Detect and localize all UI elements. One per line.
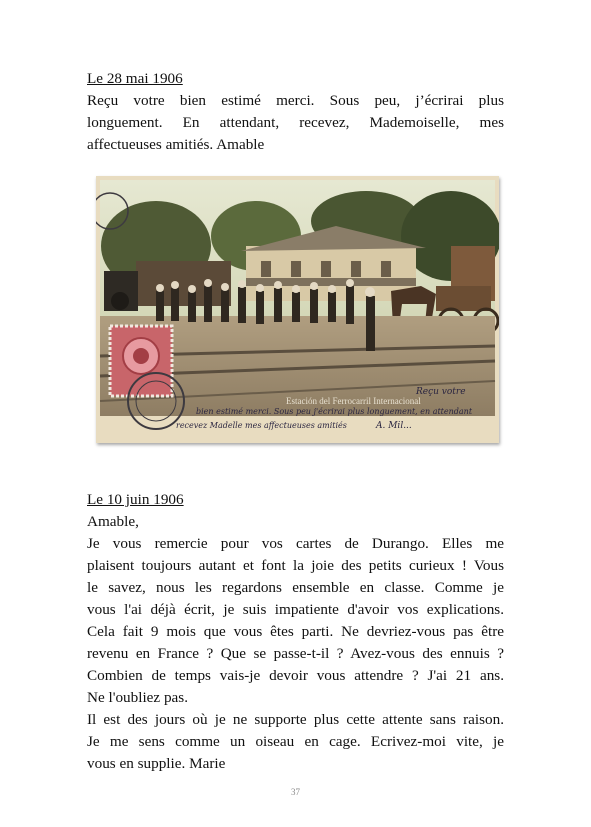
text-line: Il est des jours où je ne supporte plus cette attente sans raison. (87, 711, 504, 728)
handwriting-line: Reçu votre (416, 387, 466, 397)
text-line: vous en supplie. Marie (87, 755, 226, 772)
text-line: Cela fait 9 mois que vous êtes parti. Ne devriez-vous pas être (87, 623, 504, 640)
handwriting-line: recevez Madelle mes affectueuses amitiés (176, 421, 347, 430)
text-line: affectueuses amitiés. Amable (87, 136, 265, 153)
entry-date: Le 28 mai 1906 (87, 70, 183, 87)
railway-station-photo (96, 176, 499, 443)
handwriting-line: bien estimé merci. Sous peu j'écrirai plus longuement, en attendant (196, 407, 473, 416)
postcard-image (96, 176, 499, 443)
greeting: Amable, (87, 513, 139, 530)
text-line: le savez, nous les regardons ensemble en classe. Comme je (87, 579, 504, 596)
entry-28-mai (87, 68, 504, 156)
text-line: vous l'ai déjà écrit, je suis impatiente d'avoir vos explications. (87, 601, 504, 618)
postage-stamp (110, 326, 172, 396)
text-line: Ne l'oubliez pas. (87, 689, 189, 706)
page-number: 37 (291, 787, 300, 797)
entry-10-juin (87, 489, 504, 775)
text-line: Combien de temps vais-je devoir vous attendre ? J'ai 21 ans. (87, 667, 504, 684)
text-line: Je vous remercie pour vos cartes de Durango. Elles me (87, 535, 504, 552)
text-line: Je me sens comme un oiseau en cage. Ecrivez-moi vite, je (87, 733, 504, 750)
text-line: plaisent toujours autant et font la joie des petits curieux ! Vous (87, 557, 504, 574)
text-line: Reçu votre bien estimé merci. Sous peu, j’écrirai plus (87, 92, 504, 109)
text-line: longuement. En attendant, recevez, Mademoiselle, mes (87, 114, 504, 131)
handwriting-signature: A. Mil... (376, 421, 412, 431)
text-line: revenu en France ? Que se passe-t-il ? Avez-vous des ennuis ? (87, 645, 504, 662)
entry-date: Le 10 juin 1906 (87, 491, 184, 508)
postcard-caption: Estación del Ferrocarril Internacional (286, 396, 421, 406)
